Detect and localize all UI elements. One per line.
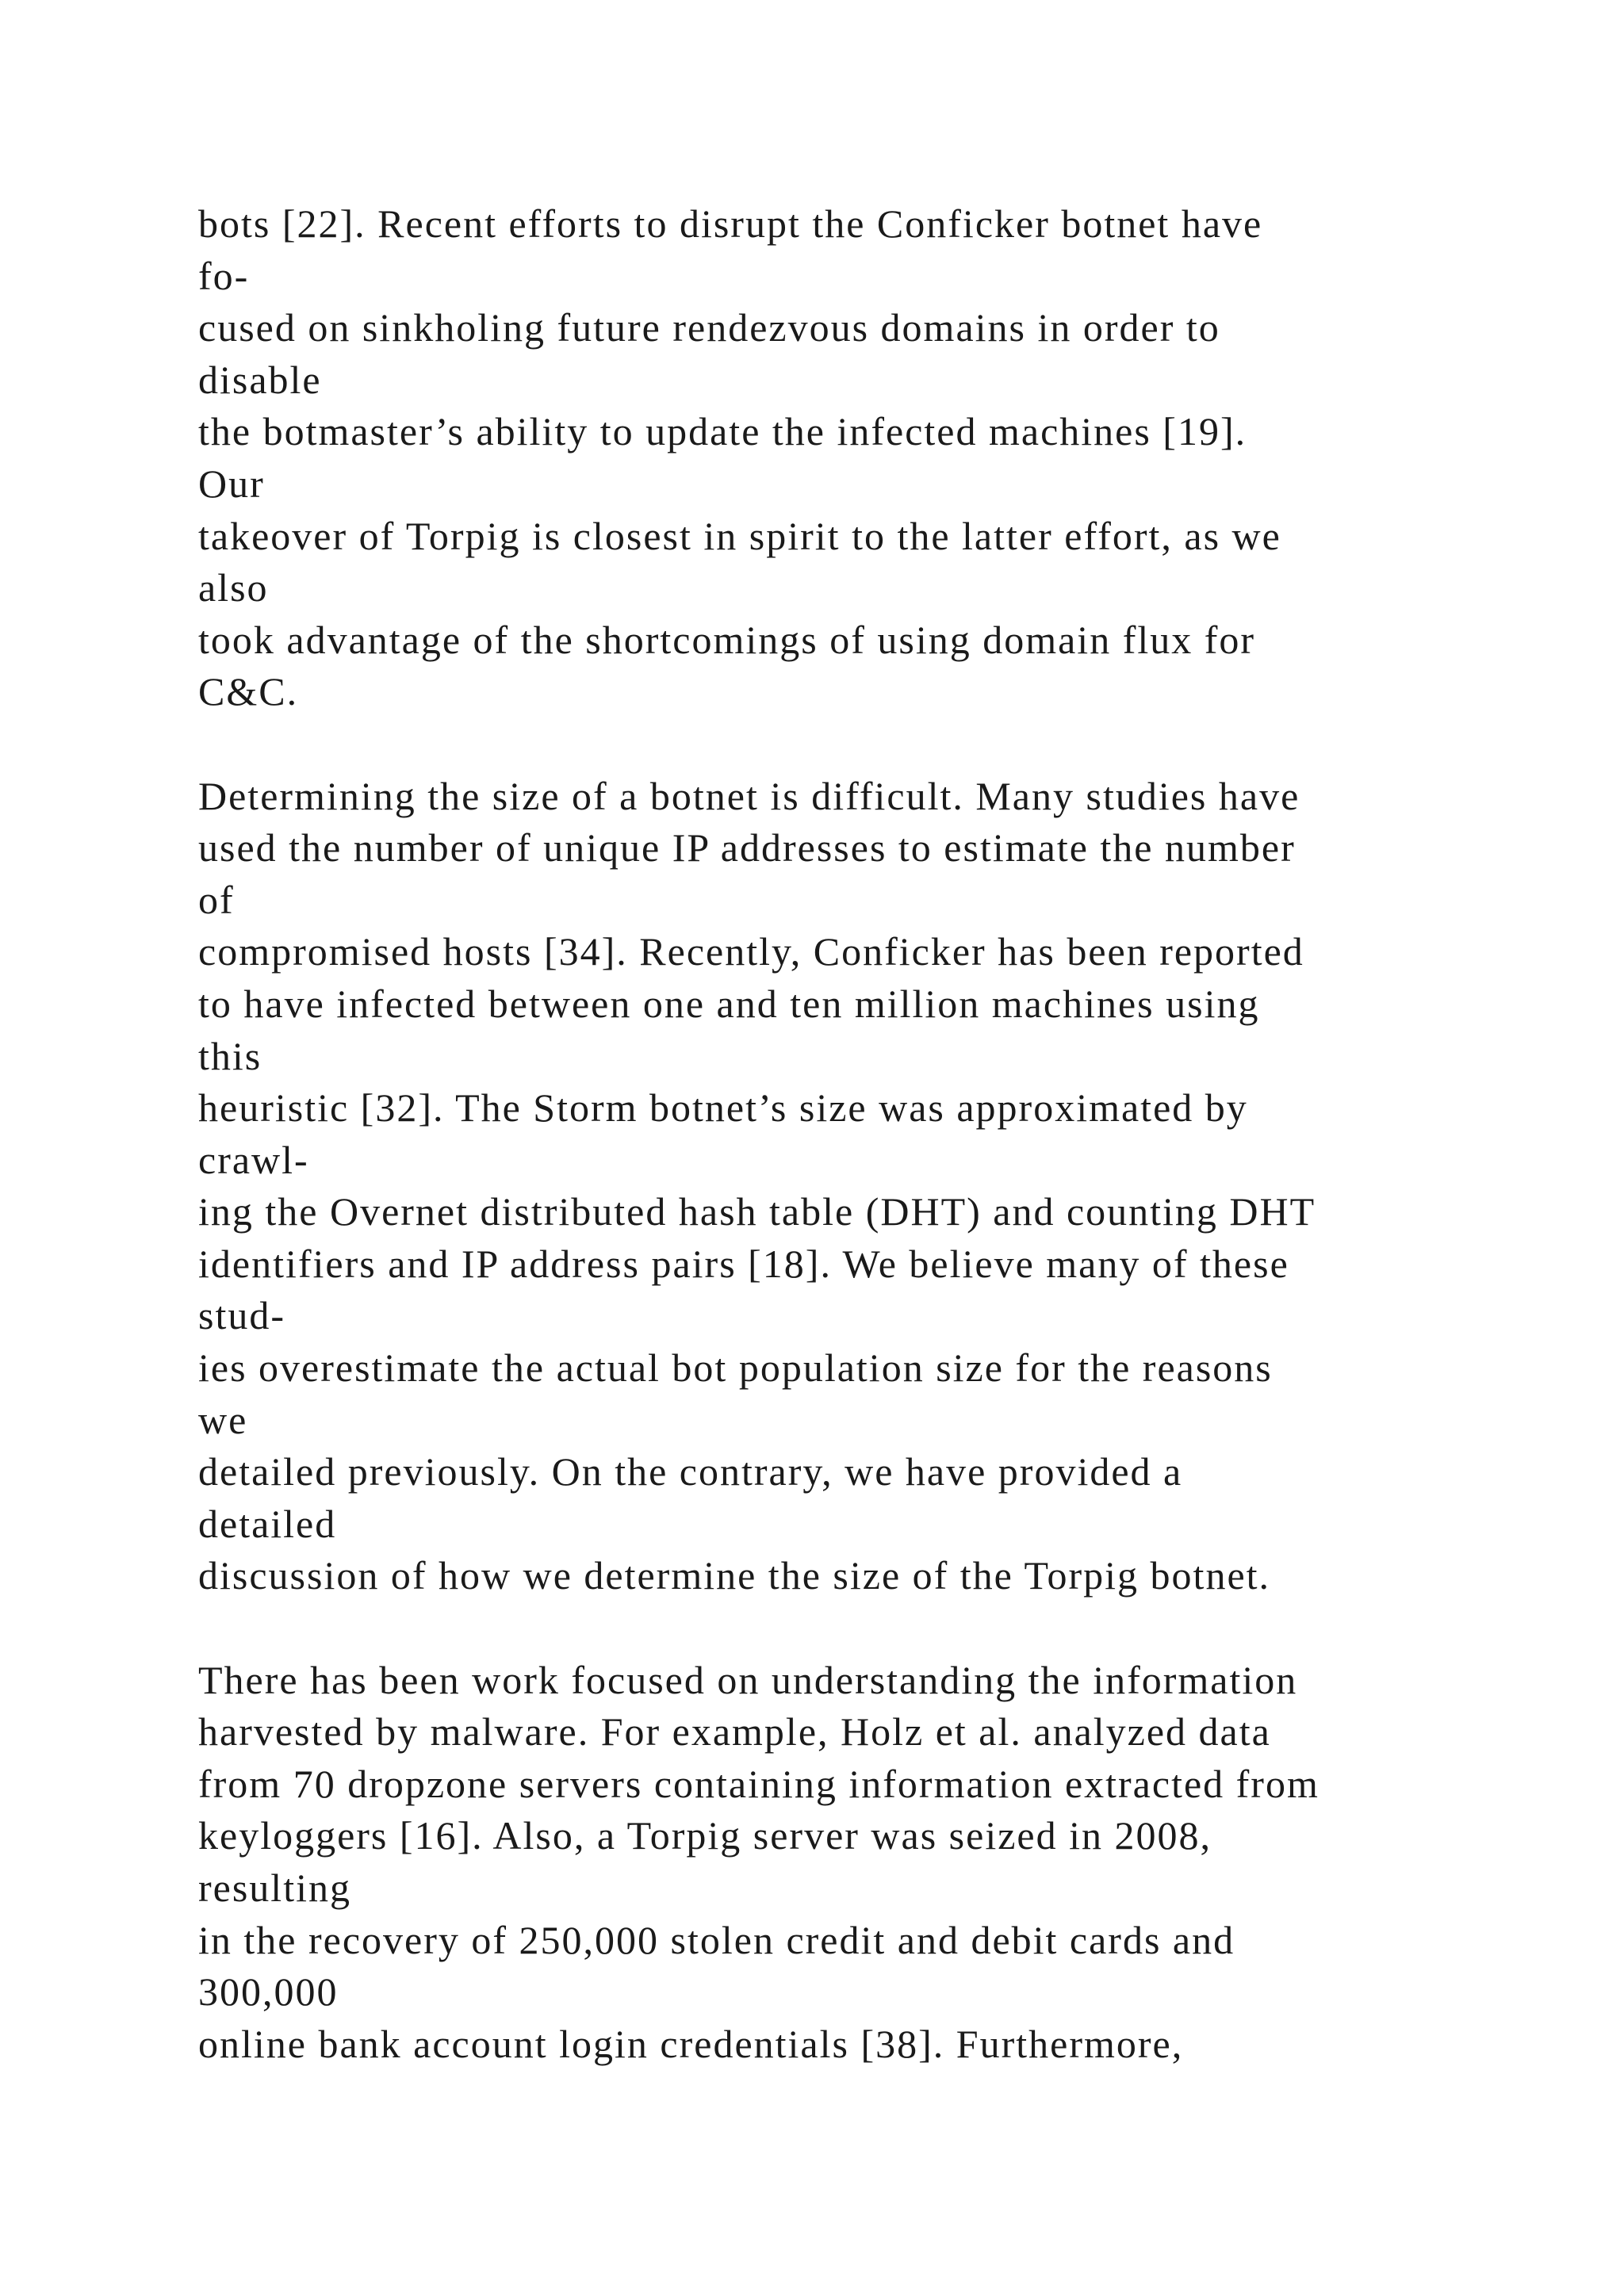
text-line: harvested by malware. For example, Holz et al. analyzed data [198, 1709, 1271, 1755]
text-line: ing the Overnet distributed hash table (DHT) and counting DHT [198, 1189, 1316, 1234]
text-line: the botmaster’s ability to update the infected machines [19]. [198, 409, 1247, 454]
text-line: There has been work focused on understanding the information [198, 1657, 1298, 1702]
text-line: disable [198, 357, 322, 402]
text-line: discussion of how we determine the size of the Torpig botnet. [198, 1553, 1271, 1598]
text-line: 300,000 [198, 1969, 339, 2015]
text-line: Determining the size of a botnet is difficult. Many studies have [198, 773, 1300, 818]
text-line: from 70 dropzone servers containing information extracted from [198, 1761, 1320, 1806]
text-line: C&C. [198, 669, 299, 714]
paragraph-gap [198, 1602, 1467, 1655]
text-line: resulting [198, 1866, 351, 1910]
text-line: heuristic [32]. The Storm botnet’s size was approximated by [198, 1085, 1248, 1131]
text-line: keyloggers [16]. Also, a Torpig server was seized in 2008, [198, 1813, 1212, 1858]
paragraph [198, 1655, 1467, 2071]
text-line: identifiers and IP address pairs [18]. We believe many of these [198, 1241, 1289, 1286]
text-line: takeover of Torpig is closest in spirit to the latter effort, as we [198, 513, 1281, 558]
text-line: in the recovery of 250,000 stolen credit and debit cards and [198, 1917, 1235, 1962]
text-line: cused on sinkholing future rendezvous domains in order to [198, 305, 1220, 350]
text-line: to have infected between one and ten million machines using [198, 981, 1260, 1026]
paragraph [198, 771, 1467, 1603]
text-line: compromised hosts [34]. Recently, Conficker has been reported [198, 929, 1304, 974]
text-line: bots [22]. Recent efforts to disrupt the Conficker botnet have [198, 201, 1263, 246]
text-line: online bank account login credentials [38]. Furthermore, [198, 2021, 1184, 2066]
text-line: detailed [198, 1501, 337, 1546]
paragraph-gap [198, 718, 1467, 771]
text-line: took advantage of the shortcomings of using domain flux for [198, 617, 1256, 662]
text-line: we [198, 1397, 248, 1442]
document-page [198, 198, 1467, 2070]
text-line: also [198, 565, 269, 610]
text-line: this [198, 1033, 262, 1078]
paragraph [198, 198, 1467, 718]
text-line: Our [198, 461, 265, 506]
text-line: stud- [198, 1293, 285, 1338]
text-line: crawl- [198, 1137, 309, 1182]
text-line: of [198, 877, 235, 922]
text-line: detailed previously. On the contrary, we have provided a [198, 1449, 1183, 1494]
text-line: fo- [198, 253, 250, 298]
text-line: ies overestimate the actual bot population size for the reasons [198, 1345, 1273, 1391]
text-line: used the number of unique IP addresses to estimate the number [198, 825, 1296, 871]
